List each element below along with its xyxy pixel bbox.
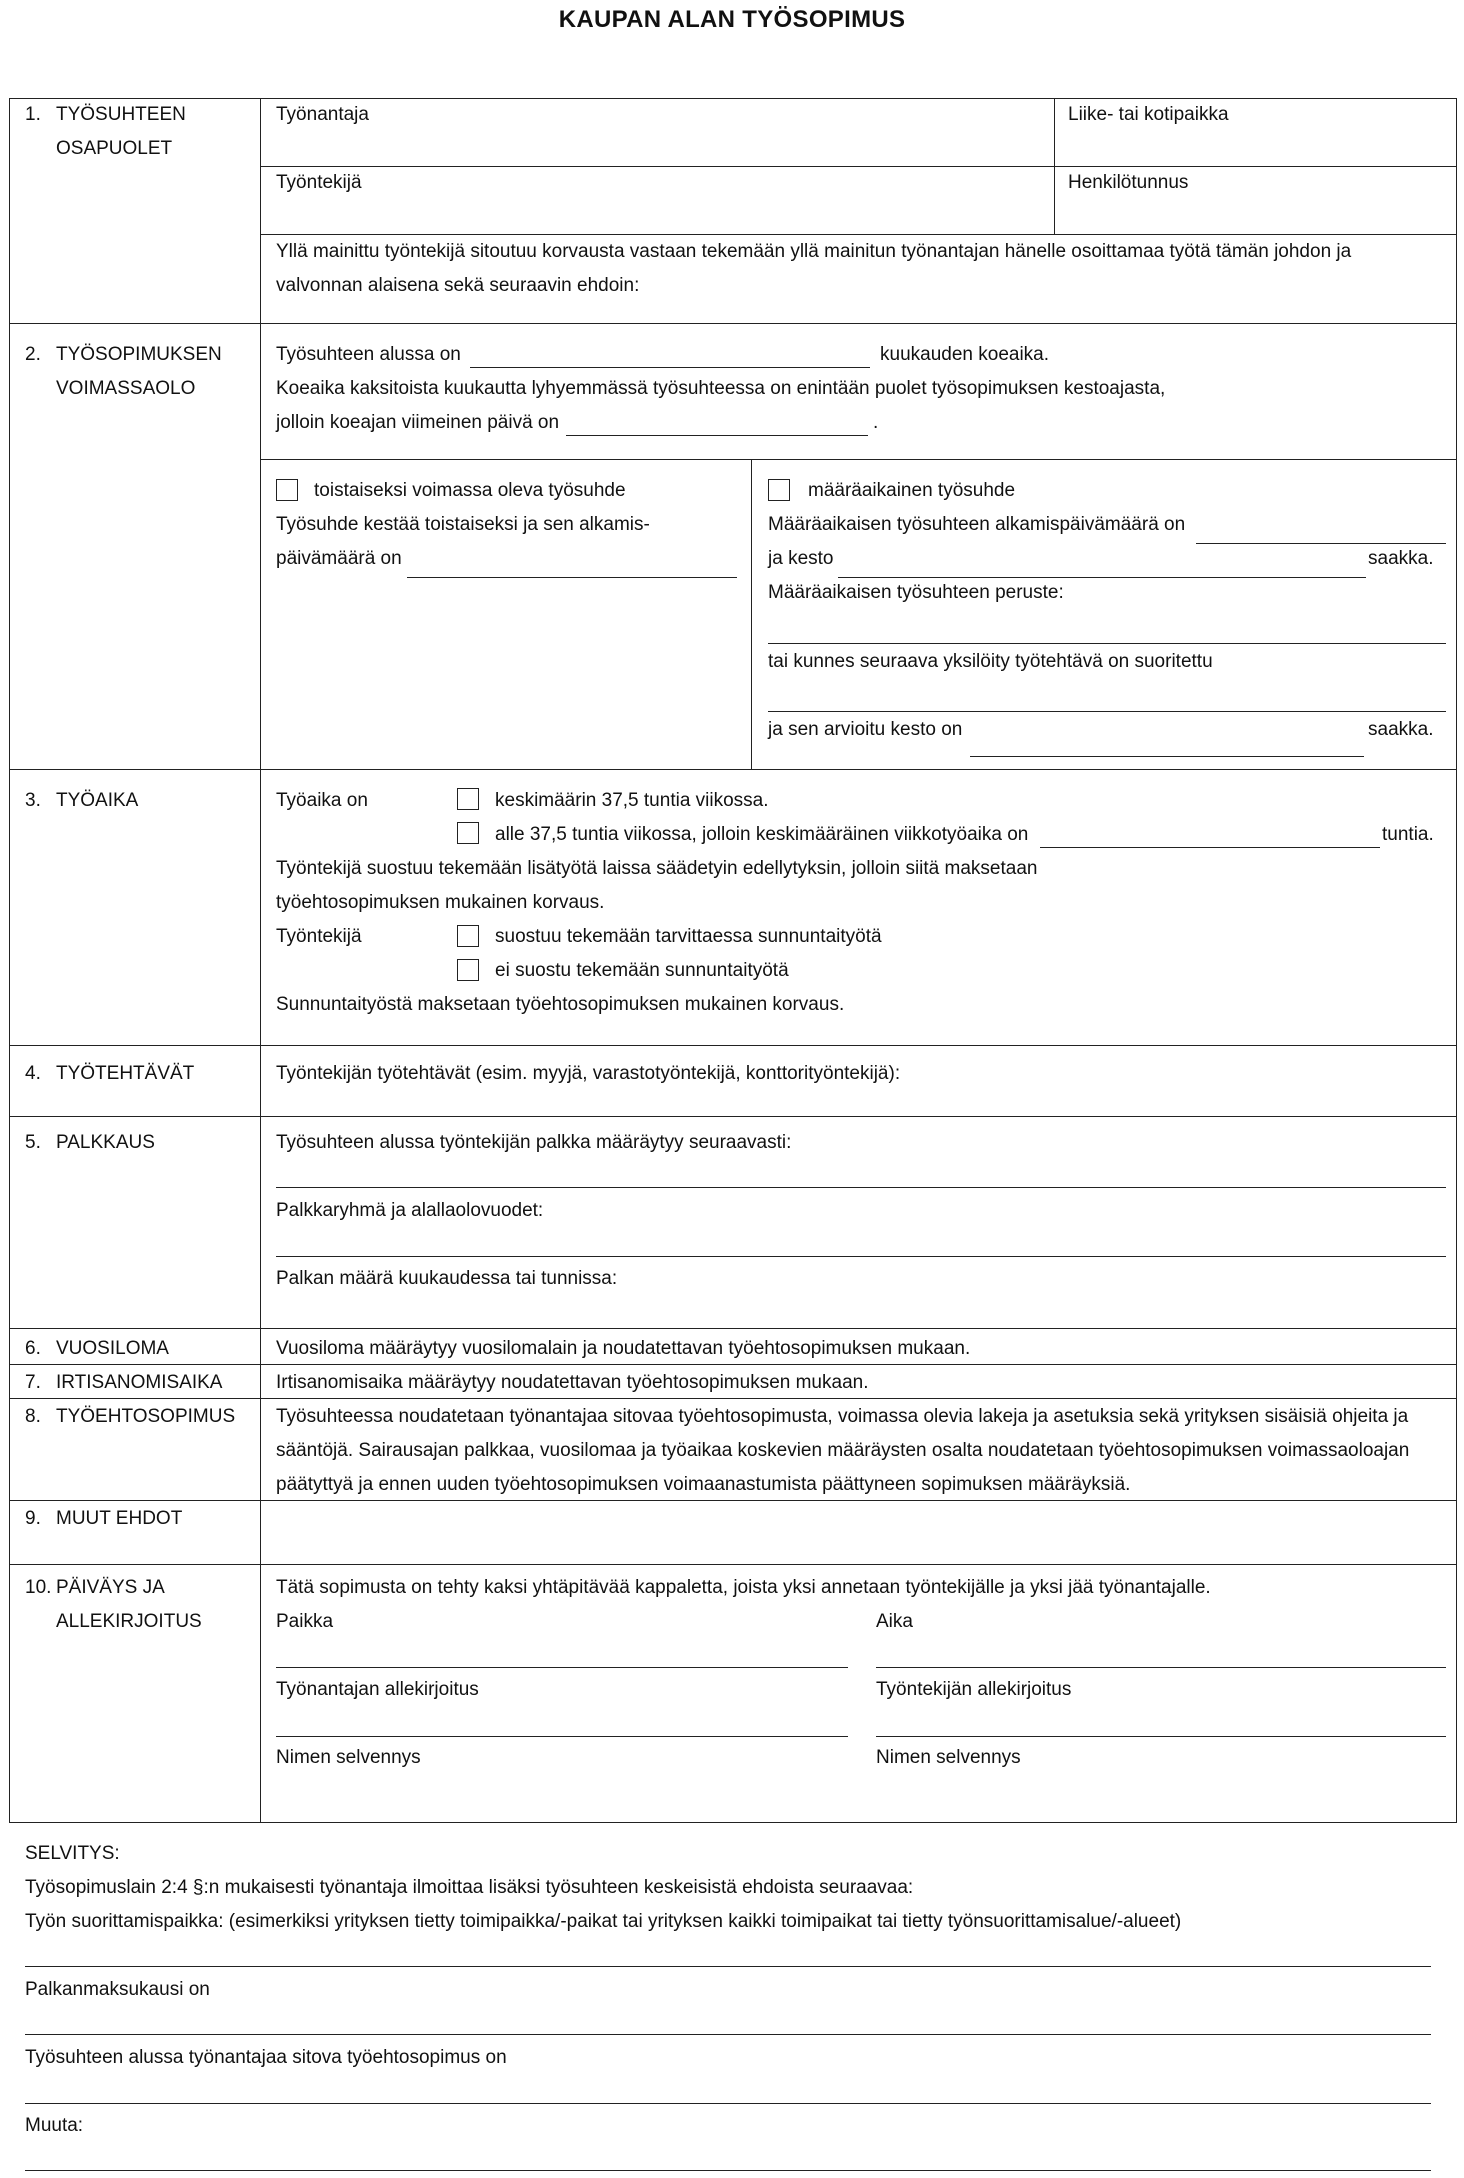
notes-text: Muuta:: [25, 2115, 84, 2136]
fixed-task-field[interactable]: [768, 711, 1446, 712]
place-field-label: Paikka: [276, 1611, 334, 1632]
section-number: 5.: [25, 1132, 41, 1153]
sunday-yes-label: suostuu tekemään tarvittaessa sunnuntaityötä: [495, 926, 882, 947]
salary-text: Palkkaryhmä ja alallaolovuodet:: [276, 1200, 544, 1221]
fixed-term-text: ja sen arvioitu kesto on: [768, 719, 963, 740]
section-heading: MUUT EHDOT: [56, 1508, 183, 1529]
sunday-no-label: ei suostu tekemään sunnuntaityötä: [495, 960, 789, 981]
permanent-text: päivämäärä on: [276, 548, 402, 569]
section-heading: TYÖEHTOSOPIMUS: [56, 1406, 236, 1427]
parttime-unit: tuntia.: [1382, 824, 1434, 845]
probation-text: jolloin koeajan viimeinen päivä on: [276, 412, 560, 433]
employee-name-label: Nimen selvennys: [876, 1747, 1021, 1768]
employer-signature-field[interactable]: [276, 1736, 848, 1737]
probation-end-field[interactable]: [566, 435, 868, 436]
weekly-hours-field[interactable]: [1040, 847, 1380, 848]
signing-text: Tätä sopimusta on tehty kaksi yhtäpitävää kappaletta, joista yksi annetaan työntekijälle ja yksi jää työnantajalle.: [276, 1577, 1211, 1598]
cell-divider: [1054, 98, 1055, 234]
employer-signature-label: Työnantajan allekirjoitus: [276, 1679, 479, 1700]
section-number: 7.: [25, 1372, 41, 1393]
section-heading: PALKKAUS: [56, 1132, 155, 1153]
fulltime-checkbox[interactable]: [457, 788, 479, 810]
section-heading: VOIMASSAOLO: [56, 378, 196, 399]
fixed-estimate-field[interactable]: [970, 756, 1364, 757]
section-number: 1.: [25, 104, 41, 125]
section-heading: TYÖTEHTÄVÄT: [56, 1063, 195, 1084]
fixed-duration-field[interactable]: [838, 577, 1366, 578]
section-number: 10.: [25, 1577, 52, 1598]
duties-label: Työntekijän työtehtävät (esim. myyjä, varastotyöntekijä, konttorityöntekijä):: [276, 1063, 901, 1084]
probation-text: Työsuhteen alussa on: [276, 344, 461, 365]
fixed-term-label: määräaikainen työsuhde: [808, 480, 1016, 501]
section-heading: VUOSILOMA: [56, 1338, 169, 1359]
notes-text: Työsopimuslain 2:4 §:n mukaisesti työnantaja ilmoittaa lisäksi työsuhteen keskeisistä ehdoista seuraavaa:: [25, 1877, 914, 1898]
permanent-checkbox[interactable]: [276, 479, 298, 501]
collective-agreement-field[interactable]: [25, 2103, 1431, 2104]
section-divider: [9, 1500, 1457, 1501]
probation-text: kuukauden koeaika.: [880, 344, 1050, 365]
worktime-text: työehtosopimuksen mukainen korvaus.: [276, 892, 605, 913]
fixed-term-text: Määräaikaisen työsuhteen peruste:: [768, 582, 1064, 603]
section-heading: TYÖSUHTEEN: [56, 104, 186, 125]
cell-divider: [751, 459, 752, 769]
fixed-term-text: ja kesto: [768, 548, 834, 569]
section-divider: [9, 1116, 1457, 1117]
fixed-term-text: saakka.: [1368, 548, 1434, 569]
salary-text: Palkan määrä kuukaudessa tai tunnissa:: [276, 1268, 618, 1289]
vacation-text: Vuosiloma määräytyy vuosilomalain ja noudatettavan työehtosopimuksen mukaan.: [276, 1338, 971, 1359]
probation-months-field[interactable]: [470, 367, 870, 368]
section-heading: TYÖAIKA: [56, 790, 139, 811]
notice-text: Irtisanomisaika määräytyy noudatettavan työehtosopimuksen mukaan.: [276, 1372, 869, 1393]
permanent-label: toistaiseksi voimassa oleva työsuhde: [314, 480, 626, 501]
worktime-text: Työntekijä: [276, 926, 362, 947]
worktime-text: Sunnuntaityöstä maksetaan työehtosopimuksen mukainen korvaus.: [276, 994, 845, 1015]
section-number: 6.: [25, 1338, 41, 1359]
place-label: Liike- tai kotipaikka: [1068, 104, 1229, 125]
worktime-label: Työaika on: [276, 790, 368, 811]
notes-heading: SELVITYS:: [25, 1843, 120, 1864]
employer-name-label: Nimen selvennys: [276, 1747, 421, 1768]
probation-text: .: [873, 412, 879, 433]
date-field-label: Aika: [876, 1611, 913, 1632]
section-heading: IRTISANOMISAIKA: [56, 1372, 223, 1393]
salary-group-field[interactable]: [276, 1256, 1446, 1257]
section-number: 3.: [25, 790, 41, 811]
parttime-checkbox[interactable]: [457, 822, 479, 844]
section-heading: OSAPUOLET: [56, 138, 173, 159]
row-divider: [260, 234, 1457, 235]
other-field[interactable]: [25, 2170, 1431, 2171]
pay-period-field[interactable]: [25, 2034, 1431, 2035]
sunday-yes-checkbox[interactable]: [457, 925, 479, 947]
employee-signature-label: Työntekijän allekirjoitus: [876, 1679, 1072, 1700]
section-heading: ALLEKIRJOITUS: [56, 1611, 202, 1632]
date-field[interactable]: [876, 1667, 1446, 1668]
agreement-text: sääntöjä. Sairausajan palkkaa, vuosilomaa ja työaikaa koskevien määräysten osalta noudatetaan työehtosopimuksen voimassaoloajan: [276, 1440, 1410, 1461]
page-title: KAUPAN ALAN TYÖSOPIMUS: [558, 6, 906, 33]
section-divider: [9, 1398, 1457, 1399]
salary-basis-field[interactable]: [276, 1187, 1446, 1188]
agreement-text: päätyttyä ja ennen uuden työehtosopimuksen voimaanastumista päättyneen sopimuksen määräyksiä.: [276, 1474, 1131, 1495]
permanent-text: Työsuhde kestää toistaiseksi ja sen alkamis-: [276, 514, 650, 535]
section-heading: TYÖSOPIMUKSEN: [56, 344, 222, 365]
section-divider: [9, 1328, 1457, 1329]
employer-label: Työnantaja: [276, 104, 369, 125]
fixed-term-text: tai kunnes seuraava yksilöity työtehtävä on suoritettu: [768, 651, 1213, 672]
section-divider: [9, 1045, 1457, 1046]
row-divider: [260, 166, 1457, 167]
employee-signature-field[interactable]: [876, 1736, 1446, 1737]
place-field[interactable]: [276, 1667, 848, 1668]
notes-text: Työn suorittamispaikka: (esimerkiksi yrityksen tietty toimipaikka/-paikat tai yrityksen kaikki toimipaikat tai tietty työnsuorittamisalue/-alueet): [25, 1911, 1182, 1932]
probation-text: Koeaika kaksitoista kuukautta lyhyemmässä työsuhteessa on enintään puolet työsopimuksen kestoajasta,: [276, 378, 1166, 399]
section-divider: [9, 769, 1457, 770]
permanent-start-field[interactable]: [407, 577, 737, 578]
notes-text: Työsuhteen alussa työnantajaa sitova työehtosopimus on: [25, 2047, 507, 2068]
section-number: 2.: [25, 344, 41, 365]
fixed-reason-field[interactable]: [768, 643, 1446, 644]
fixed-term-checkbox[interactable]: [768, 479, 790, 501]
agreement-text: Työsuhteessa noudatetaan työnantajaa sitovaa työehtosopimusta, voimassa olevia lakeja ja asetuksia sekä yrityksen sisäisiä ohjeita ja: [276, 1406, 1409, 1427]
ssn-label: Henkilötunnus: [1068, 172, 1189, 193]
section-divider: [9, 1364, 1457, 1365]
section-heading: PÄIVÄYS JA: [56, 1577, 165, 1598]
notes-text: Palkanmaksukausi on: [25, 1979, 210, 2000]
section-divider: [9, 323, 1457, 324]
fixed-term-text: Määräaikaisen työsuhteen alkamispäivämäärä on: [768, 514, 1186, 535]
parttime-label: alle 37,5 tuntia viikossa, jolloin keskimääräinen viikkotyöaika on: [495, 824, 1029, 845]
fixed-start-field[interactable]: [1196, 543, 1446, 544]
section-number: 4.: [25, 1063, 41, 1084]
section-divider: [9, 1564, 1457, 1565]
section-number: 8.: [25, 1406, 41, 1427]
row-divider: [260, 459, 1457, 460]
work-place-field[interactable]: [25, 1966, 1431, 1967]
employee-label: Työntekijä: [276, 172, 362, 193]
parties-text: Yllä mainittu työntekijä sitoutuu korvausta vastaan tekemään yllä mainitun työnantajan hänelle osoittamaa työtä tämän johdon ja: [276, 241, 1352, 262]
parties-text: valvonnan alaisena sekä seuraavin ehdoin:: [276, 275, 640, 296]
fulltime-label: keskimäärin 37,5 tuntia viikossa.: [495, 790, 769, 811]
worktime-text: Työntekijä suostuu tekemään lisätyötä laissa säädetyin edellytyksin, jolloin siitä maksetaan: [276, 858, 1038, 879]
sunday-no-checkbox[interactable]: [457, 959, 479, 981]
salary-text: Työsuhteen alussa työntekijän palkka määräytyy seuraavasti:: [276, 1132, 792, 1153]
fixed-term-text: saakka.: [1368, 719, 1434, 740]
section-number: 9.: [25, 1508, 41, 1529]
